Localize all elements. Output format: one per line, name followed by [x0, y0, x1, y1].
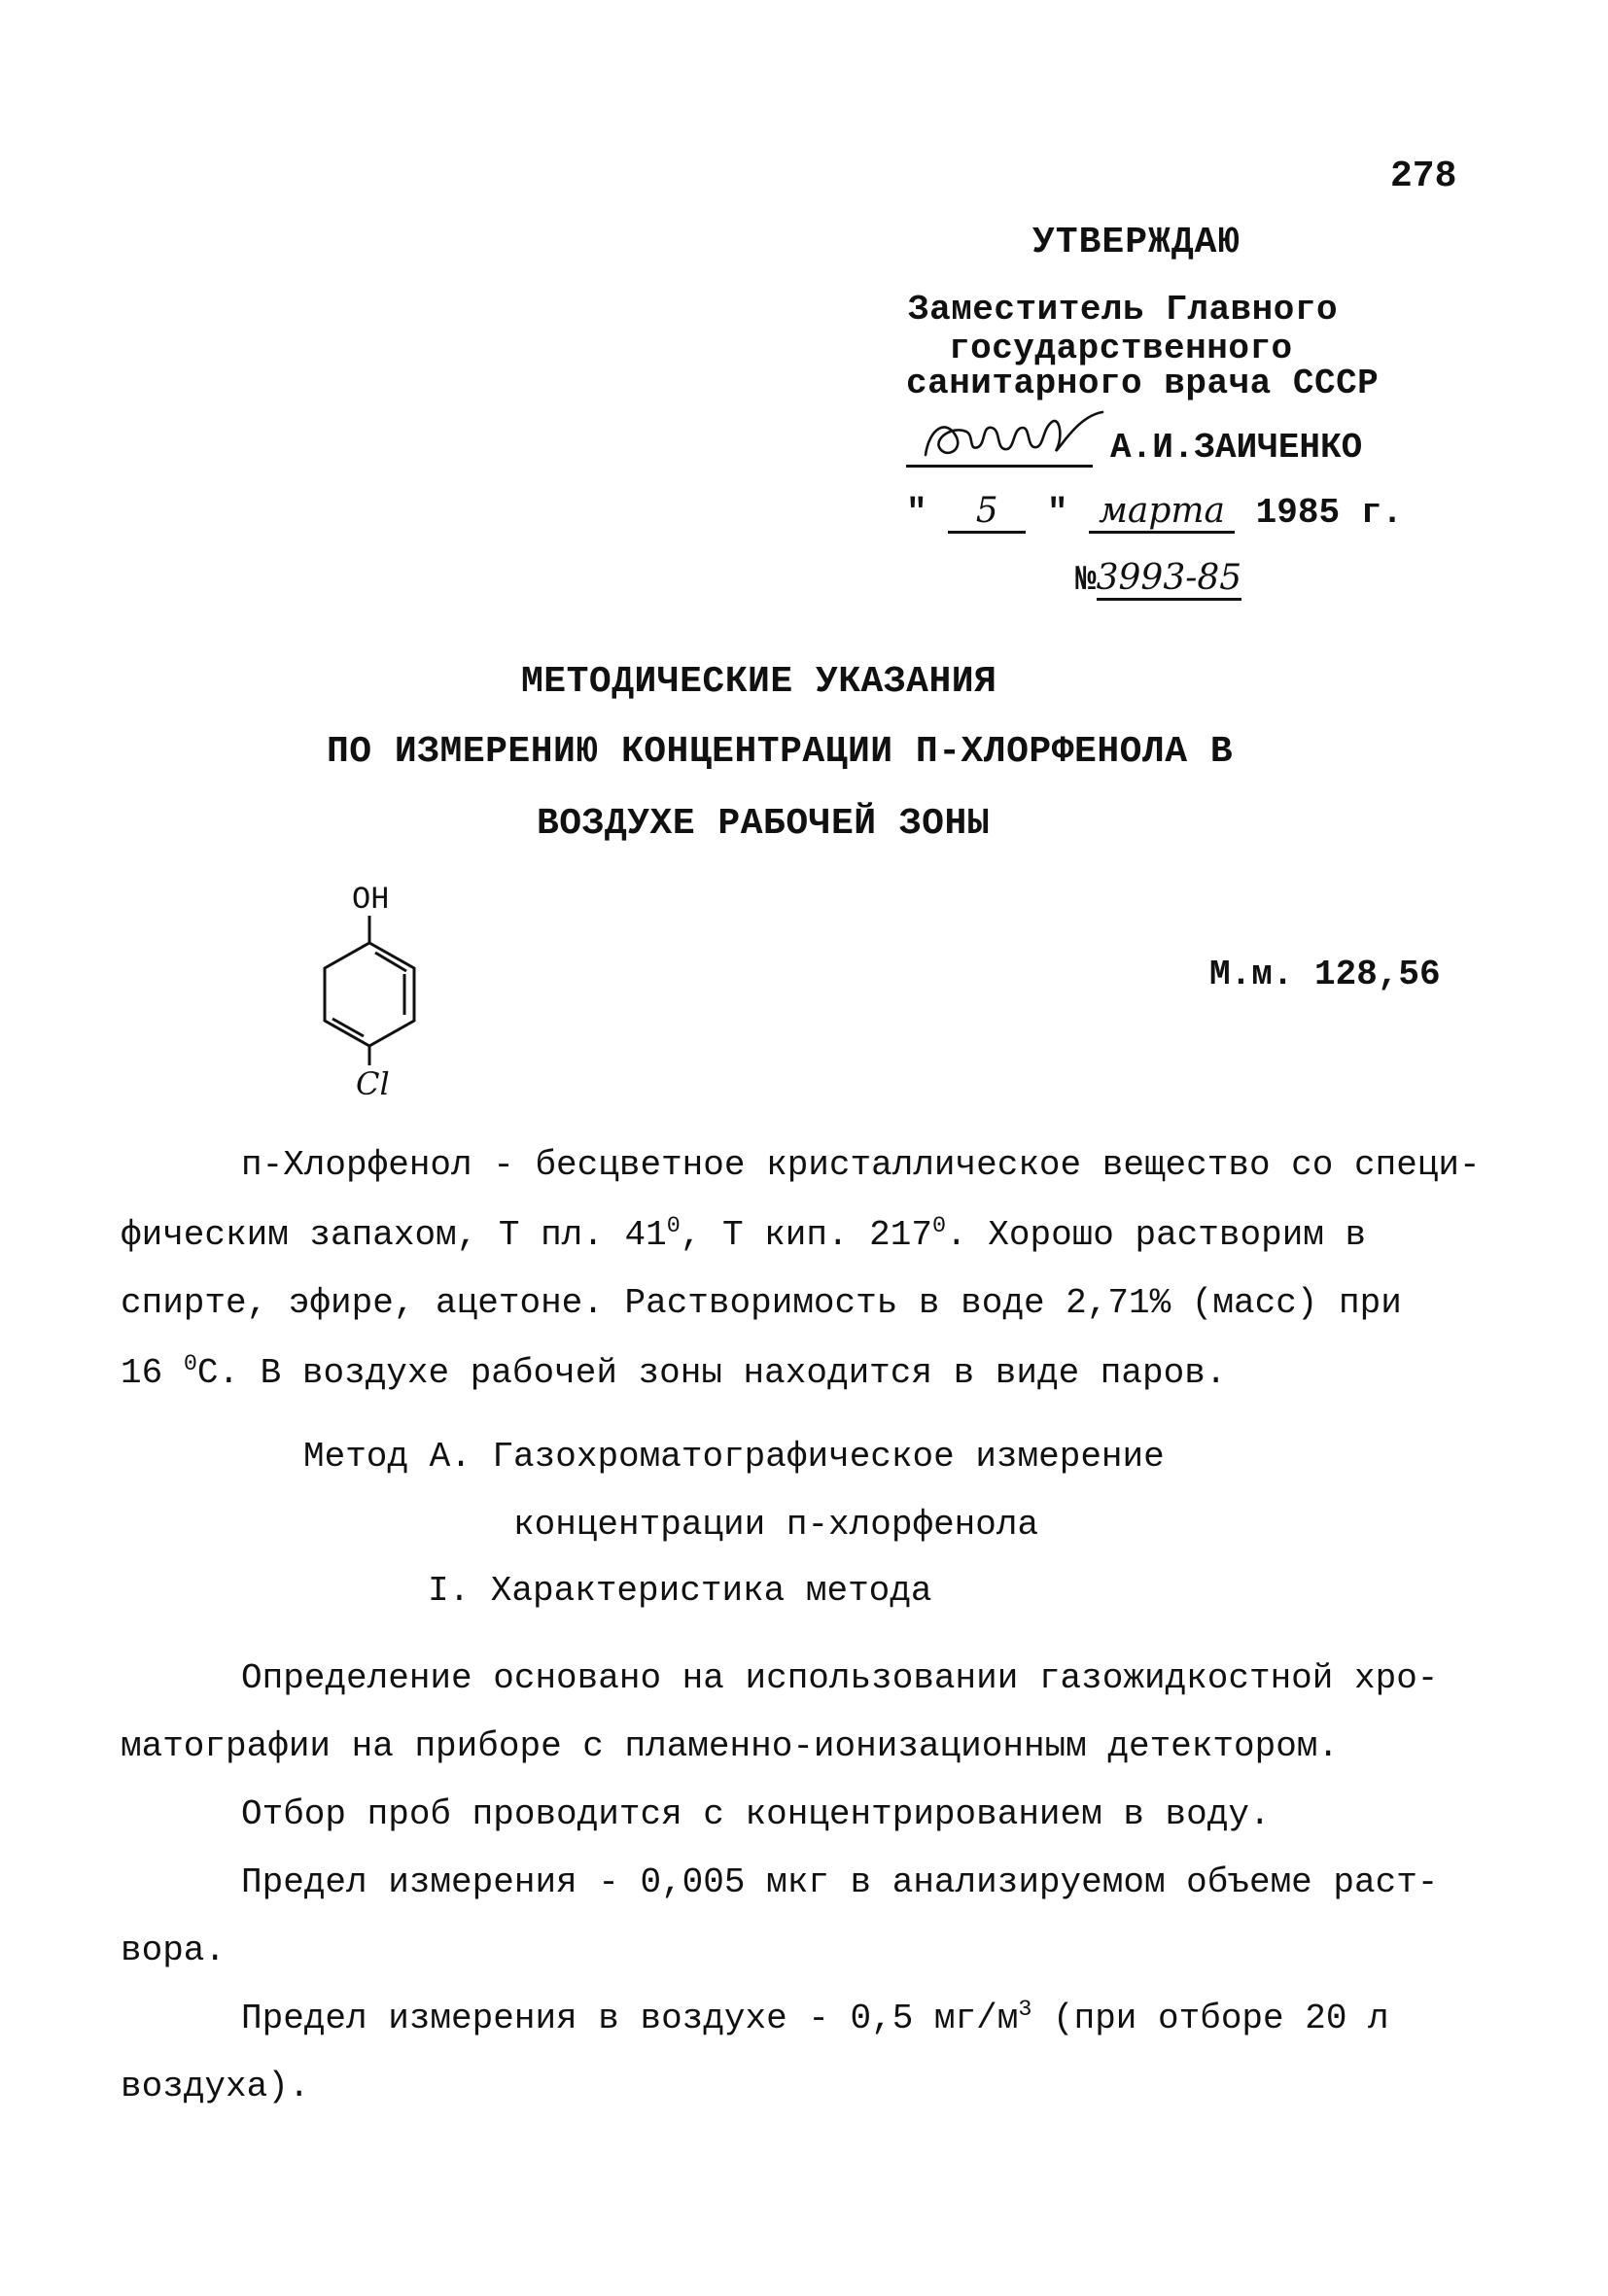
document-title-line-3: ВОЗДУХЕ РАБОЧЕЙ ЗОНЫ — [537, 803, 991, 845]
superscript-degree: 0 — [666, 1214, 681, 1239]
paragraph-4-line-2: вора. — [121, 1931, 227, 1970]
method-a-heading-line-1: Метод А. Газохроматографическое измерение — [303, 1437, 1165, 1477]
approval-date — [906, 492, 1403, 534]
text-run: (при отборе 20 л — [1031, 1999, 1389, 2038]
text-run: 16 — [121, 1353, 184, 1393]
text-run: Предел измерения в воздухе - 0,5 мг/м — [241, 1999, 1019, 2038]
text-run: фическим запахом, Т пл. 41 — [121, 1215, 667, 1255]
paragraph-1-line-2 — [121, 1215, 1366, 1255]
paragraph-3: Отбор проб проводится с концентрированием в воду. — [241, 1794, 1271, 1834]
structural-formula — [292, 875, 447, 1108]
date-year: 1985 — [1255, 493, 1341, 533]
approval-position-line-2: государственного — [949, 329, 1293, 368]
document-title-line-1: МЕТОДИЧЕСКИЕ УКАЗАНИЯ — [521, 661, 997, 703]
date-year-suffix: г. — [1360, 493, 1403, 533]
registration-prefix: № — [1075, 560, 1097, 600]
date-day-handwritten: 5 — [948, 492, 1026, 534]
registration-number — [1075, 558, 1241, 600]
paragraph-1-line-1: п-Хлорфенол - бесцветное кристаллическое вещество со специ- — [241, 1145, 1481, 1185]
formula-hydroxyl-label: OH — [352, 882, 390, 918]
approval-position-line-3: санитарного врача СССР — [906, 364, 1380, 403]
text-run: . Хорошо растворим в — [946, 1215, 1367, 1255]
molecular-mass: М.м. 128,56 — [1209, 955, 1441, 994]
date-quote-close: " — [1046, 493, 1068, 533]
section-1-heading: I. Характеристика метода — [428, 1571, 932, 1611]
approval-position-line-1: Заместитель Главного — [908, 290, 1339, 330]
paragraph-4-line-1: Предел измерения - 0,005 мкг в анализируемом объеме раст- — [241, 1862, 1439, 1902]
registration-number-handwritten: 3993-85 — [1097, 558, 1242, 601]
paragraph-1-line-4 — [121, 1353, 1226, 1393]
signature-line — [906, 465, 1093, 468]
paragraph-5-line-2: воздуха). — [121, 2067, 310, 2106]
formula-chlorine-label: Cl — [356, 1065, 390, 1102]
benzene-ring — [325, 943, 414, 1046]
document-title-line-2: ПО ИЗМЕРЕНИЮ КОНЦЕНТРАЦИИ П-ХЛОРФЕНОЛА В — [327, 731, 1234, 773]
superscript-cubed: 3 — [1018, 1998, 1032, 2023]
page-number: 278 — [1390, 156, 1457, 197]
paragraph-2-line-1: Определение основано на использовании газожидкостной хро- — [241, 1658, 1439, 1698]
approval-heading: УТВЕРЖДАЮ — [1032, 222, 1241, 263]
paragraph-2-line-2: матографии на приборе с пламенно-ионизационным детектором. — [121, 1726, 1340, 1766]
text-run: С. В воздухе рабочей зоны находится в виде паров. — [196, 1353, 1227, 1393]
superscript-degree: 0 — [932, 1214, 947, 1239]
signatory-name: А.И.ЗАИЧЕНКО — [1110, 428, 1363, 468]
text-run: , Т кип. 217 — [680, 1215, 932, 1255]
date-quote-open: " — [906, 493, 927, 533]
paragraph-1-line-3: спирте, эфире, ацетоне. Растворимость в воде 2,71% (масс) при — [121, 1283, 1402, 1323]
method-a-heading-line-2: концентрации п-хлорфенола — [513, 1505, 1039, 1545]
handwritten-signature — [918, 408, 1112, 470]
date-month-handwritten: марта — [1089, 492, 1235, 534]
paragraph-5-line-1 — [241, 1999, 1389, 2038]
superscript-degree: 0 — [183, 1352, 197, 1377]
